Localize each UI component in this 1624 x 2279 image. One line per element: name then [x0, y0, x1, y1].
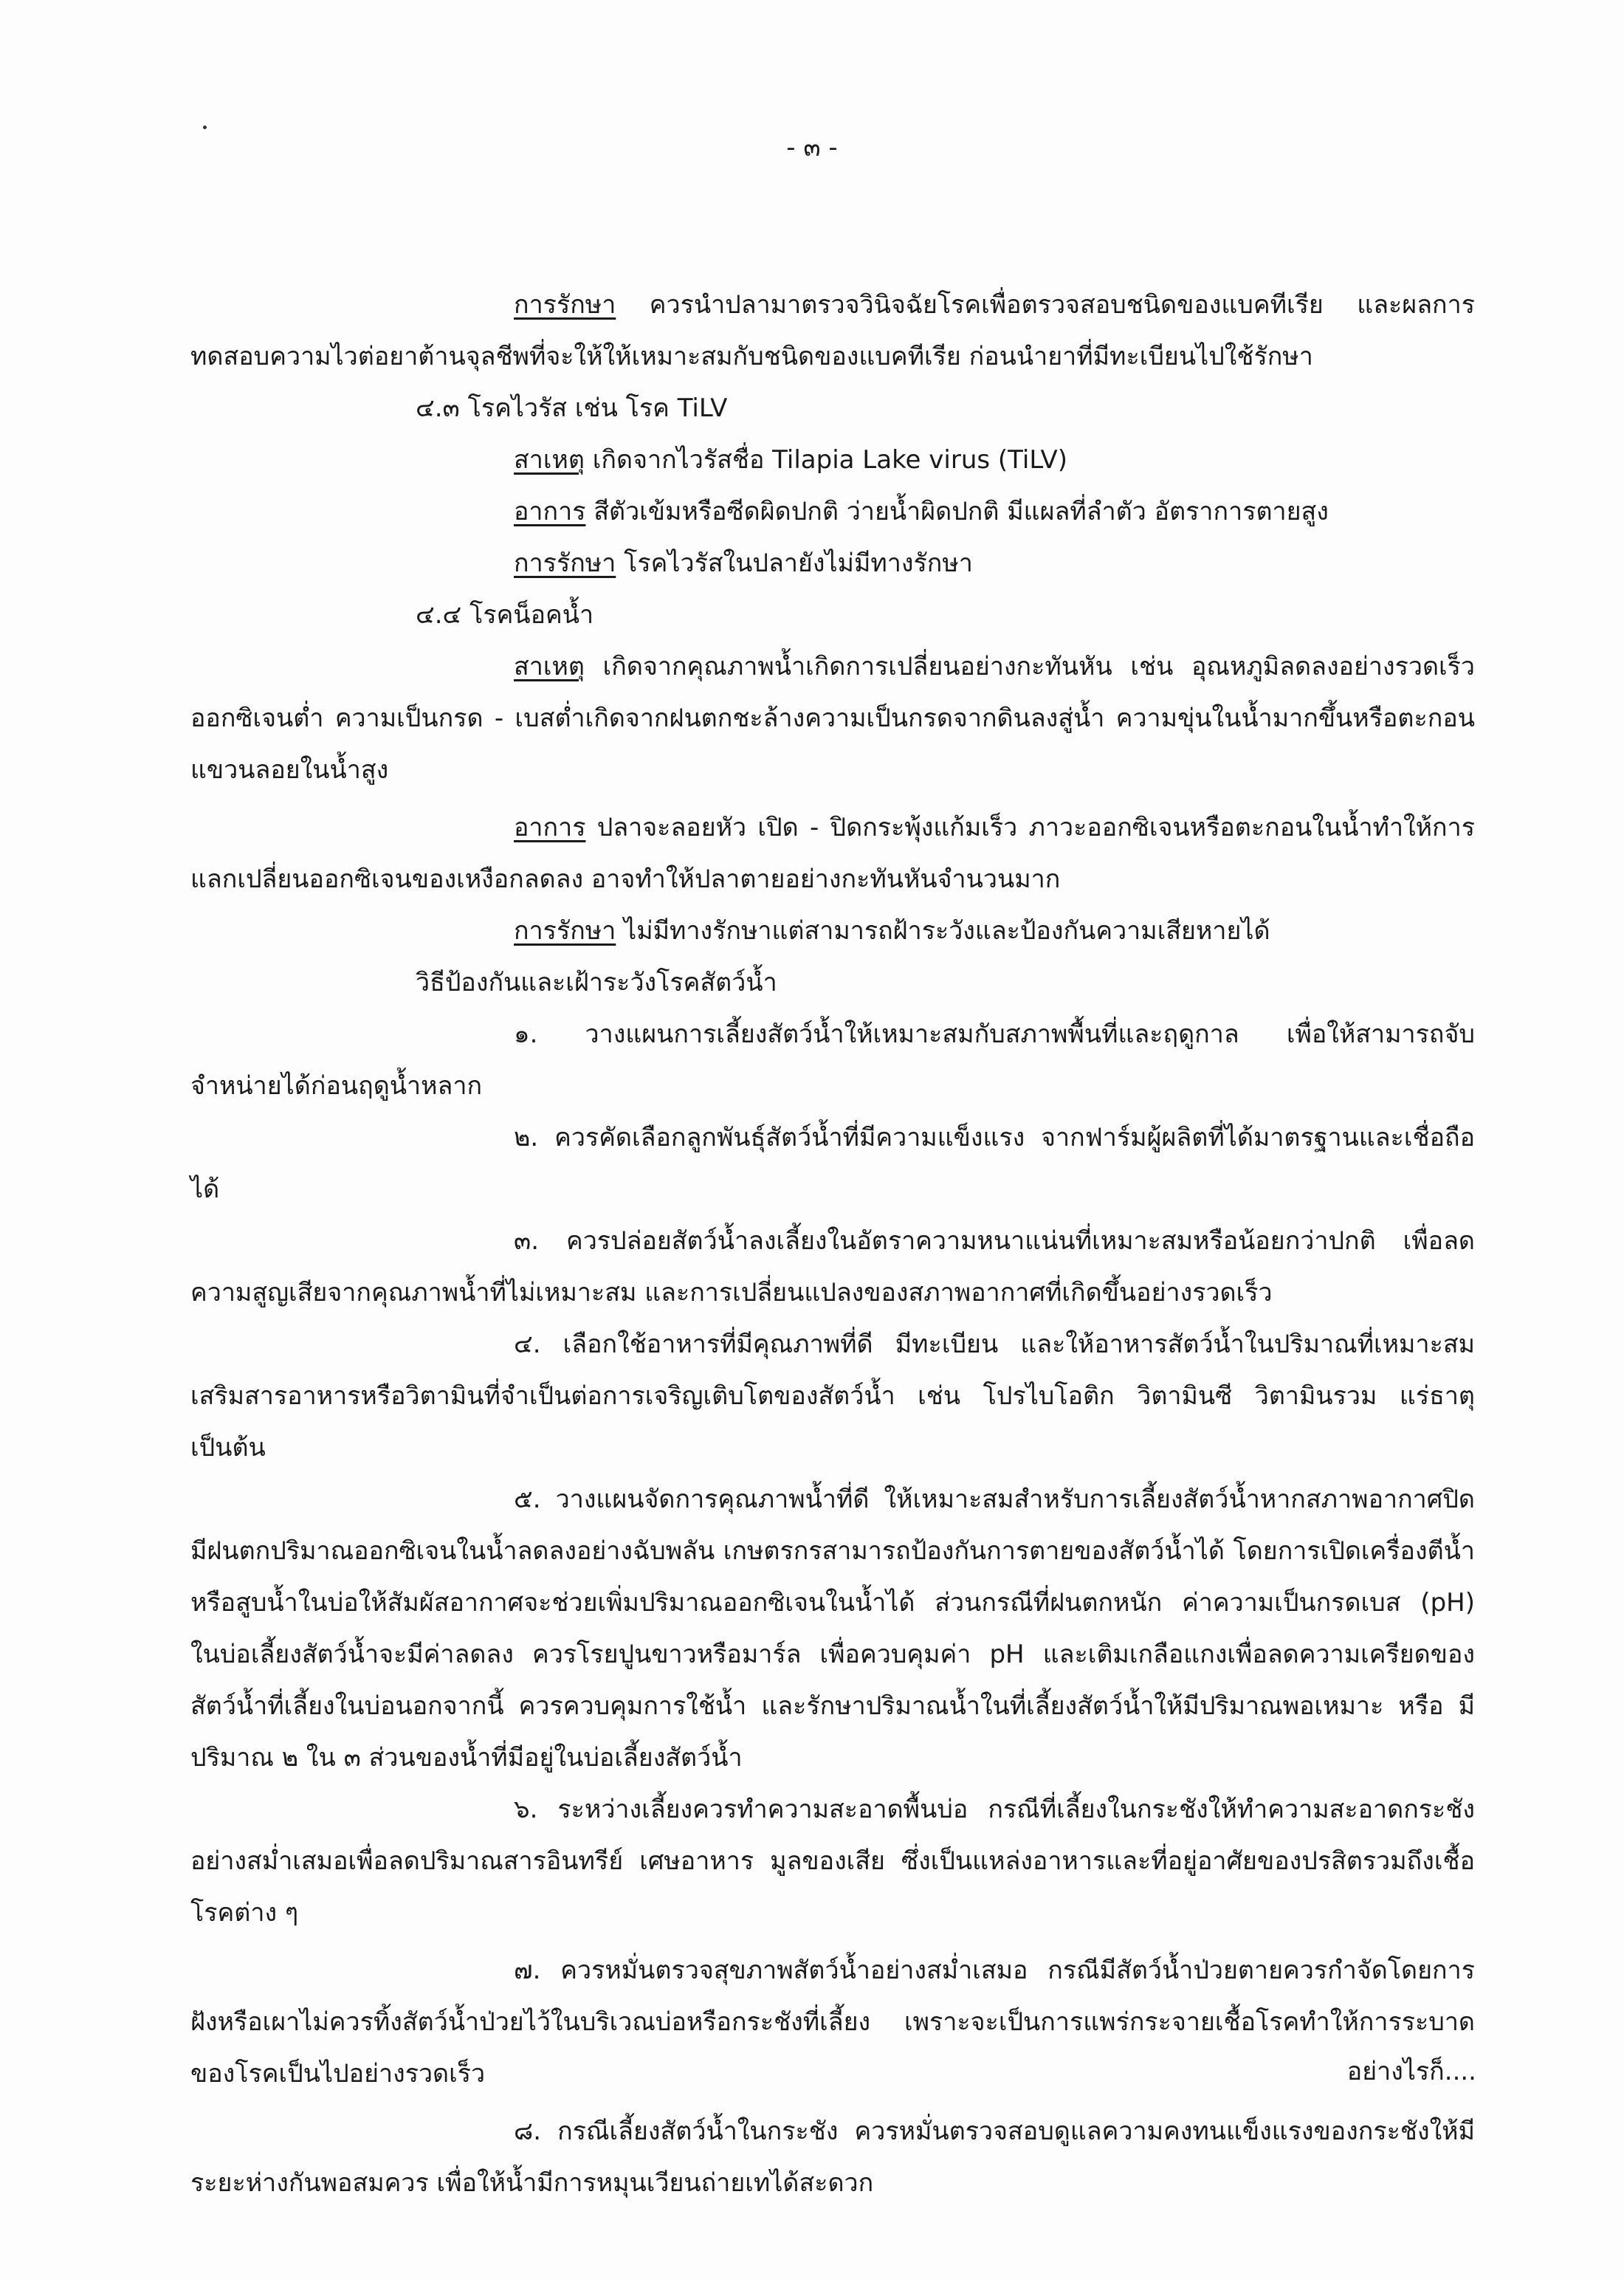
text-virus-treatment: โรคไวรัสในปลายังไม่มีทางรักษา	[616, 549, 973, 578]
text-virus-cause: เกิดจากไวรัสชื่อ Tilapia Lake virus (TiLV)	[584, 445, 1068, 475]
label-treatment: การรักษา	[514, 290, 616, 320]
label-treatment: การรักษา	[514, 549, 616, 578]
heading-prevention: วิธีป้องกันและเฝ้าระวังโรคสัตว์น้ำ	[416, 968, 777, 997]
paragraph-virus-treatment	[190, 537, 1475, 589]
paragraph-flood-cause	[190, 641, 1475, 796]
prevention-item-2: ๒. ควรคัดเลือกลูกพันธุ์สัตว์น้ำที่มีความแข็งแรง จากฟาร์มผู้ผลิตที่ได้มาตรฐานและเชื่อถือได้	[190, 1123, 1475, 1204]
heading-flood: ๔.๔ โรคน็อคน้ำ	[416, 600, 594, 630]
heading-virus: ๔.๓ โรคไวรัส เช่น โรค TiLV	[416, 393, 728, 423]
prevention-item-5: ๕. วางแผนจัดการคุณภาพน้ำที่ดี ให้เหมาะสมสำหรับการเลี้ยงสัตว์น้ำหากสภาพอากาศปิดมีฝนตกปริมาณออกซิเจนในน้ำลดลงอย่างฉับพลัน เกษตรกรสามารถป้องกันการตายของสัตว์น้ำได้ โดยการเปิดเครื่องตีน้ำหรือสูบน้ำในบ่อให้สัมผัสอากาศจะช่วยเพิ่มปริมาณออกซิเจนในน้ำได้ ส่วนกรณีที่ฝนตกหนัก ค่าความเป็นกรดเบส (pH) ในบ่อเลี้ยงสัตว์น้ำจะมีค่าลดลง ควรโรยปูนขาวหรือมาร์ล เพื่อควบคุมค่า pH และเติมเกลือแกงเพื่อลดความเครียดของสัตว์น้ำที่เลี้ยงในบ่อนอกจากนี้ ควรควบคุมการใช้น้ำ และรักษาปริมาณน้ำในที่เลี้ยงสัตว์น้ำให้มีปริมาณพอเหมาะ หรือ มีปริมาณ ๒ ใน ๓ ส่วนของน้ำที่มีอยู่ในบ่อเลี้ยงสัตว์น้ำ	[190, 1485, 1475, 1773]
label-symptom: อาการ	[514, 813, 586, 842]
prevention-item-6: ๖. ระหว่างเลี้ยงควรทำความสะอาดพื้นบ่อ กรณีที่เลี้ยงในกระชังให้ทำความสะอาดกระชังอย่างสม่ำเสมอเพื่อลดปริมาณสารอินทรีย์ เศษอาหาร มูลของเสีย ซึ่งเป็นแหล่งอาหารและที่อยู่อาศัยของปรสิตรวมถึงเชื้อโรคต่าง ๆ	[190, 1795, 1475, 1928]
label-symptom: อาการ	[514, 497, 586, 526]
text-virus-symptom: สีตัวเข้มหรือซีดผิดปกติ ว่ายน้ำผิดปกติ มีแผลที่ลำตัว อัตราการตายสูง	[585, 497, 1329, 526]
prevention-item-3: ๓. ควรปล่อยสัตว์น้ำลงเลี้ยงในอัตราความหนาแน่นที่เหมาะสมหรือน้อยกว่าปกติ เพื่อลดความสูญเสียจากคุณภาพน้ำที่ไม่เหมาะสม และการเปลี่ยนแปลงของสภาพอากาศที่เกิดขึ้นอย่างรวดเร็ว	[190, 1226, 1475, 1307]
prevention-item-7: ๗. ควรหมั่นตรวจสุขภาพสัตว์น้ำอย่างสม่ำเสมอ กรณีมีสัตว์น้ำป่วยตายควรกำจัดโดยการฝังหรือเผาไม่ควรทิ้งสัตว์น้ำป่วยไว้ในบริเวณบ่อหรือกระชังที่เลี้ยง เพราะจะเป็นการแพร่กระจายเชื้อโรคทำให้การระบาดของโรคเป็นไปอย่างรวดเร็ว	[190, 1956, 1475, 2089]
paragraph-bacteria-treatment	[190, 279, 1475, 382]
label-cause: สาเหตุ	[514, 445, 585, 475]
text-flood-symptom: ปลาจะลอยหัว เปิด - ปิดกระพุ้งแก้มเร็ว ภาวะออกซิเจนหรือตะกอนในน้ำทำให้การแลกเปลี่ยนออกซิเจนของเหงือกลดลง อาจทำให้ปลาตายอย่างกะทันหันจำนวนมาก	[190, 813, 1475, 894]
paragraph-flood-symptom	[190, 802, 1475, 905]
continuation-text: อย่างไรก็....	[1346, 2057, 1476, 2086]
paragraph-flood-treatment	[190, 905, 1475, 957]
prevention-item-1: ๑. วางแผนการเลี้ยงสัตว์น้ำให้เหมาะสมกับสภาพพื้นที่และฤดูกาล เพื่อให้สามารถจับจำหน่ายได้ก่อนฤดูน้ำหลาก	[190, 1020, 1475, 1101]
paragraph-virus-symptom	[190, 486, 1475, 537]
label-cause: สาเหตุ	[514, 652, 585, 681]
paragraph-virus-cause	[190, 434, 1475, 486]
document-body	[190, 279, 1475, 2209]
text-flood-cause: เกิดจากคุณภาพน้ำเกิดการเปลี่ยนอย่างกะทันหัน เช่น อุณหภูมิลดลงอย่างรวดเร็วออกซิเจนต่ำ ความเป็นกรด - เบสต่ำเกิดจากฝนตกชะล้างความเป็นกรดจากดินลงสู่น้ำ ความขุ่นในน้ำมากขึ้นหรือตะกอนแขวนลอยในน้ำสูง	[190, 652, 1475, 785]
page-number: - ๓ -	[786, 133, 838, 162]
text-bacteria-treatment: ควรนำปลามาตรวจวินิจฉัยโรคเพื่อตรวจสอบชนิดของแบคทีเรีย และผลการทดสอบความไวต่อยาต้านจุลชีพที่จะให้ให้เหมาะสมกับชนิดของแบคทีเรีย ก่อนนำยาที่มีทะเบียนไปใช้รักษา	[190, 290, 1475, 371]
label-treatment: การรักษา	[514, 916, 616, 946]
text-flood-treatment: ไม่มีทางรักษาแต่สามารถฝ้าระวังและป้องกันความเสียหายได้	[616, 916, 1270, 946]
prevention-item-8: ๘. กรณีเลี้ยงสัตว์น้ำในกระชัง ควรหมั่นตรวจสอบดูแลความคงทนแข็งแรงของกระชังให้มีระยะห่างกันพอสมควร เพื่อให้น้ำมีการหมุนเวียนถ่ายเทได้สะดวก	[190, 2117, 1475, 2198]
prevention-item-4: ๔. เลือกใช้อาหารที่มีคุณภาพที่ดี มีทะเบียน และให้อาหารสัตว์น้ำในปริมาณที่เหมาะสม เสริมสารอาหารหรือวิตามินที่จำเป็นต่อการเจริญเติบโตของสัตว์น้ำ เช่น โปรไบโอติก วิตามินซี วิตามินรวม แร่ธาตุ เป็นต้น	[190, 1330, 1475, 1462]
